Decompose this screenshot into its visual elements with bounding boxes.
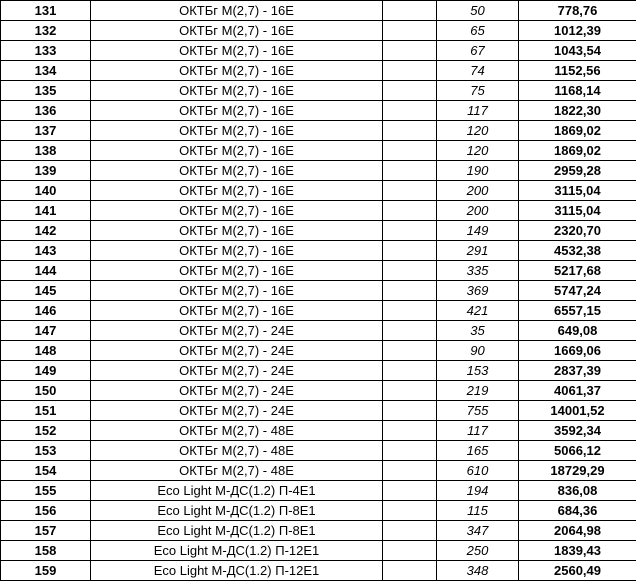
quantity-cell[interactable]: 120: [437, 141, 519, 161]
quantity-cell[interactable]: 115: [437, 501, 519, 521]
product-name-cell[interactable]: ОКТБг М(2,7) - 16Е: [91, 221, 383, 241]
table-row[interactable]: [1, 101, 636, 121]
product-name-cell[interactable]: ОКТБг М(2,7) - 16Е: [91, 61, 383, 81]
table-row[interactable]: [1, 61, 636, 81]
table-row[interactable]: [1, 481, 636, 501]
quantity-cell[interactable]: 153: [437, 361, 519, 381]
amount-cell[interactable]: 1869,02: [519, 141, 636, 161]
quantity-cell[interactable]: 291: [437, 241, 519, 261]
product-name-cell[interactable]: ОКТБг М(2,7) - 24Е: [91, 401, 383, 421]
amount-cell[interactable]: 2064,98: [519, 521, 636, 541]
quantity-cell[interactable]: 219: [437, 381, 519, 401]
table-row[interactable]: [1, 41, 636, 61]
row-number-cell[interactable]: 136: [1, 101, 91, 121]
product-name-cell[interactable]: ОКТБг М(2,7) - 16Е: [91, 121, 383, 141]
quantity-cell[interactable]: 194: [437, 481, 519, 501]
quantity-cell[interactable]: 74: [437, 61, 519, 81]
table-row[interactable]: [1, 1, 636, 21]
empty-cell[interactable]: [383, 1, 437, 21]
row-number-cell[interactable]: 142: [1, 221, 91, 241]
amount-cell[interactable]: 836,08: [519, 481, 636, 501]
table-row[interactable]: [1, 401, 636, 421]
row-number-cell[interactable]: 155: [1, 481, 91, 501]
quantity-cell[interactable]: 67: [437, 41, 519, 61]
quantity-cell[interactable]: 200: [437, 181, 519, 201]
empty-cell[interactable]: [383, 461, 437, 481]
empty-cell[interactable]: [383, 201, 437, 221]
empty-cell[interactable]: [383, 441, 437, 461]
quantity-cell[interactable]: 755: [437, 401, 519, 421]
product-name-cell[interactable]: ОКТБг М(2,7) - 24Е: [91, 321, 383, 341]
product-name-cell[interactable]: ОКТБг М(2,7) - 48Е: [91, 421, 383, 441]
amount-cell[interactable]: 5747,24: [519, 281, 636, 301]
product-name-cell[interactable]: ОКТБг М(2,7) - 16Е: [91, 1, 383, 21]
product-name-cell[interactable]: Eco Light М-ДС(1.2) П-4Е1: [91, 481, 383, 501]
product-name-cell[interactable]: ОКТБг М(2,7) - 16Е: [91, 261, 383, 281]
quantity-cell[interactable]: 348: [437, 561, 519, 581]
table-row[interactable]: [1, 21, 636, 41]
product-name-cell[interactable]: Eco Light М-ДС(1.2) П-8Е1: [91, 501, 383, 521]
row-number-cell[interactable]: 143: [1, 241, 91, 261]
empty-cell[interactable]: [383, 101, 437, 121]
empty-cell[interactable]: [383, 61, 437, 81]
amount-cell[interactable]: 649,08: [519, 321, 636, 341]
row-number-cell[interactable]: 145: [1, 281, 91, 301]
empty-cell[interactable]: [383, 81, 437, 101]
amount-cell[interactable]: 1043,54: [519, 41, 636, 61]
product-name-cell[interactable]: ОКТБг М(2,7) - 24Е: [91, 381, 383, 401]
table-row[interactable]: [1, 201, 636, 221]
amount-cell[interactable]: 5066,12: [519, 441, 636, 461]
quantity-cell[interactable]: 347: [437, 521, 519, 541]
product-name-cell[interactable]: Eco Light М-ДС(1.2) П-12Е1: [91, 541, 383, 561]
row-number-cell[interactable]: 158: [1, 541, 91, 561]
product-name-cell[interactable]: ОКТБг М(2,7) - 48Е: [91, 441, 383, 461]
table-row[interactable]: [1, 541, 636, 561]
row-number-cell[interactable]: 152: [1, 421, 91, 441]
empty-cell[interactable]: [383, 21, 437, 41]
empty-cell[interactable]: [383, 221, 437, 241]
row-number-cell[interactable]: 144: [1, 261, 91, 281]
table-body: [1, 1, 636, 581]
empty-cell[interactable]: [383, 141, 437, 161]
table-row[interactable]: [1, 221, 636, 241]
table-row[interactable]: [1, 341, 636, 361]
empty-cell[interactable]: [383, 181, 437, 201]
table-row[interactable]: [1, 301, 636, 321]
table-row[interactable]: [1, 241, 636, 261]
row-number-cell[interactable]: 149: [1, 361, 91, 381]
product-name-cell[interactable]: ОКТБг М(2,7) - 24Е: [91, 361, 383, 381]
quantity-cell[interactable]: 200: [437, 201, 519, 221]
amount-cell[interactable]: 2560,49: [519, 561, 636, 581]
product-name-cell[interactable]: ОКТБг М(2,7) - 16Е: [91, 81, 383, 101]
row-number-cell[interactable]: 153: [1, 441, 91, 461]
row-number-cell[interactable]: 137: [1, 121, 91, 141]
quantity-cell[interactable]: 117: [437, 101, 519, 121]
row-number-cell[interactable]: 147: [1, 321, 91, 341]
product-name-cell[interactable]: ОКТБг М(2,7) - 16Е: [91, 281, 383, 301]
row-number-cell[interactable]: 146: [1, 301, 91, 321]
row-number-cell[interactable]: 141: [1, 201, 91, 221]
product-name-cell[interactable]: ОКТБг М(2,7) - 24Е: [91, 341, 383, 361]
quantity-cell[interactable]: 250: [437, 541, 519, 561]
row-number-cell[interactable]: 133: [1, 41, 91, 61]
table-row[interactable]: [1, 501, 636, 521]
empty-cell[interactable]: [383, 161, 437, 181]
row-number-cell[interactable]: 151: [1, 401, 91, 421]
table-row[interactable]: [1, 521, 636, 541]
table-row[interactable]: [1, 441, 636, 461]
empty-cell[interactable]: [383, 521, 437, 541]
empty-cell[interactable]: [383, 281, 437, 301]
amount-cell[interactable]: 1168,14: [519, 81, 636, 101]
amount-cell[interactable]: 18729,29: [519, 461, 636, 481]
amount-cell[interactable]: 1839,43: [519, 541, 636, 561]
table-row[interactable]: [1, 561, 636, 581]
amount-cell[interactable]: 3115,04: [519, 201, 636, 221]
quantity-cell[interactable]: 117: [437, 421, 519, 441]
table-row[interactable]: [1, 381, 636, 401]
empty-cell[interactable]: [383, 301, 437, 321]
table-row[interactable]: [1, 81, 636, 101]
row-number-cell[interactable]: 156: [1, 501, 91, 521]
row-number-cell[interactable]: 148: [1, 341, 91, 361]
quantity-cell[interactable]: 165: [437, 441, 519, 461]
amount-cell[interactable]: 14001,52: [519, 401, 636, 421]
table-row[interactable]: [1, 161, 636, 181]
product-name-cell[interactable]: ОКТБг М(2,7) - 48Е: [91, 461, 383, 481]
quantity-cell[interactable]: 335: [437, 261, 519, 281]
product-name-cell[interactable]: ОКТБг М(2,7) - 16Е: [91, 301, 383, 321]
empty-cell[interactable]: [383, 361, 437, 381]
quantity-cell[interactable]: 369: [437, 281, 519, 301]
row-number-cell[interactable]: 154: [1, 461, 91, 481]
product-name-cell[interactable]: Eco Light М-ДС(1.2) П-8Е1: [91, 521, 383, 541]
product-name-cell[interactable]: ОКТБг М(2,7) - 16Е: [91, 201, 383, 221]
empty-cell[interactable]: [383, 481, 437, 501]
amount-cell[interactable]: 1669,06: [519, 341, 636, 361]
product-name-cell[interactable]: Eco Light М-ДС(1.2) П-12Е1: [91, 561, 383, 581]
empty-cell[interactable]: [383, 241, 437, 261]
product-name-cell[interactable]: ОКТБг М(2,7) - 16Е: [91, 241, 383, 261]
amount-cell[interactable]: 684,36: [519, 501, 636, 521]
empty-cell[interactable]: [383, 121, 437, 141]
row-number-cell[interactable]: 140: [1, 181, 91, 201]
quantity-cell[interactable]: 421: [437, 301, 519, 321]
quantity-cell[interactable]: 35: [437, 321, 519, 341]
empty-cell[interactable]: [383, 341, 437, 361]
quantity-cell[interactable]: 149: [437, 221, 519, 241]
empty-cell[interactable]: [383, 501, 437, 521]
product-name-cell[interactable]: ОКТБг М(2,7) - 16Е: [91, 141, 383, 161]
empty-cell[interactable]: [383, 321, 437, 341]
table-row[interactable]: [1, 181, 636, 201]
table-row[interactable]: [1, 121, 636, 141]
empty-cell[interactable]: [383, 401, 437, 421]
row-number-cell[interactable]: 159: [1, 561, 91, 581]
quantity-cell[interactable]: 610: [437, 461, 519, 481]
amount-cell[interactable]: 778,76: [519, 1, 636, 21]
amount-cell[interactable]: 5217,68: [519, 261, 636, 281]
table-row[interactable]: [1, 361, 636, 381]
table-row[interactable]: [1, 141, 636, 161]
amount-cell[interactable]: 2320,70: [519, 221, 636, 241]
amount-cell[interactable]: 6557,15: [519, 301, 636, 321]
quantity-cell[interactable]: 190: [437, 161, 519, 181]
row-number-cell[interactable]: 139: [1, 161, 91, 181]
product-name-cell[interactable]: ОКТБг М(2,7) - 16Е: [91, 101, 383, 121]
table-row[interactable]: [1, 261, 636, 281]
table-row[interactable]: [1, 281, 636, 301]
row-number-cell[interactable]: 134: [1, 61, 91, 81]
empty-cell[interactable]: [383, 381, 437, 401]
amount-cell[interactable]: 4061,37: [519, 381, 636, 401]
product-name-cell[interactable]: ОКТБг М(2,7) - 16Е: [91, 21, 383, 41]
quantity-cell[interactable]: 65: [437, 21, 519, 41]
amount-cell[interactable]: 1152,56: [519, 61, 636, 81]
row-number-cell[interactable]: 157: [1, 521, 91, 541]
table-row[interactable]: [1, 421, 636, 441]
empty-cell[interactable]: [383, 261, 437, 281]
product-name-cell[interactable]: ОКТБг М(2,7) - 16Е: [91, 161, 383, 181]
amount-cell[interactable]: 2959,28: [519, 161, 636, 181]
row-number-cell[interactable]: 135: [1, 81, 91, 101]
quantity-cell[interactable]: 120: [437, 121, 519, 141]
amount-cell[interactable]: 2837,39: [519, 361, 636, 381]
row-number-cell[interactable]: 131: [1, 1, 91, 21]
row-number-cell[interactable]: 150: [1, 381, 91, 401]
table-row[interactable]: [1, 461, 636, 481]
empty-cell[interactable]: [383, 41, 437, 61]
amount-cell[interactable]: 3592,34: [519, 421, 636, 441]
quantity-cell[interactable]: 50: [437, 1, 519, 21]
table-row[interactable]: [1, 321, 636, 341]
product-name-cell[interactable]: ОКТБг М(2,7) - 16Е: [91, 41, 383, 61]
amount-cell[interactable]: 1012,39: [519, 21, 636, 41]
empty-cell[interactable]: [383, 561, 437, 581]
amount-cell[interactable]: 4532,38: [519, 241, 636, 261]
amount-cell[interactable]: 1822,30: [519, 101, 636, 121]
empty-cell[interactable]: [383, 541, 437, 561]
amount-cell[interactable]: 3115,04: [519, 181, 636, 201]
quantity-cell[interactable]: 90: [437, 341, 519, 361]
row-number-cell[interactable]: 132: [1, 21, 91, 41]
empty-cell[interactable]: [383, 421, 437, 441]
amount-cell[interactable]: 1869,02: [519, 121, 636, 141]
quantity-cell[interactable]: 75: [437, 81, 519, 101]
row-number-cell[interactable]: 138: [1, 141, 91, 161]
product-name-cell[interactable]: ОКТБг М(2,7) - 16Е: [91, 181, 383, 201]
